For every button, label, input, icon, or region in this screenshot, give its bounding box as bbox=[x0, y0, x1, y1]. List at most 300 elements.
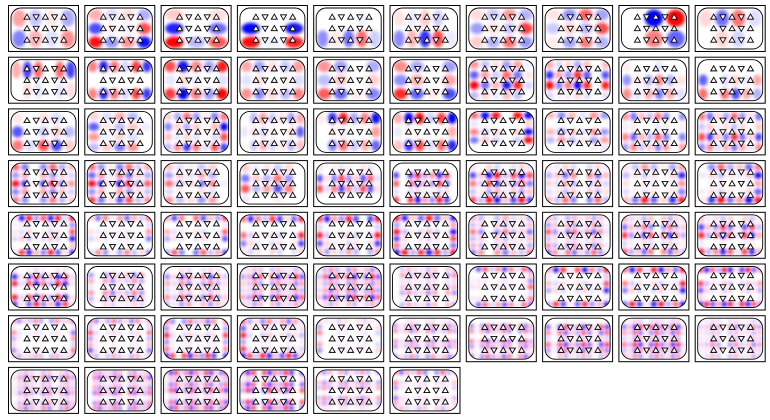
field-lobe-positive bbox=[33, 330, 38, 335]
field-lobe-positive bbox=[184, 394, 188, 399]
field-lobe-negative bbox=[317, 325, 322, 330]
field-lobe-negative bbox=[240, 376, 245, 381]
field-lobe-positive bbox=[164, 281, 170, 287]
field-lobe-negative bbox=[186, 267, 192, 273]
mode-panel bbox=[161, 6, 231, 52]
field-lobe-negative bbox=[475, 329, 480, 333]
mode-panel bbox=[466, 316, 536, 362]
mode-panel bbox=[543, 212, 613, 258]
field-lobe-positive bbox=[589, 267, 595, 273]
field-lobe-negative bbox=[637, 301, 643, 307]
field-lobe-negative bbox=[258, 267, 263, 273]
field-lobe-negative bbox=[599, 354, 604, 359]
field-lobe-negative bbox=[59, 406, 64, 410]
field-lobe-negative bbox=[399, 370, 404, 374]
field-lobe-negative bbox=[704, 354, 709, 359]
field-lobe-negative bbox=[55, 301, 61, 307]
field-lobe-positive bbox=[375, 232, 381, 239]
field-lobe-positive bbox=[164, 133, 172, 142]
field-lobe-positive bbox=[360, 184, 366, 193]
field-lobe-negative bbox=[751, 319, 756, 324]
field-lobe-negative bbox=[698, 348, 703, 353]
field-lobe-negative bbox=[170, 346, 175, 352]
field-lobe-positive bbox=[475, 344, 480, 348]
field-lobe-positive bbox=[352, 267, 357, 273]
field-lobe-positive bbox=[111, 342, 116, 347]
field-lobe-positive bbox=[432, 279, 437, 284]
field-lobe-positive bbox=[299, 339, 304, 345]
field-lobe-positive bbox=[450, 222, 457, 228]
field-lobe-negative bbox=[704, 319, 709, 324]
field-lobe-negative bbox=[546, 222, 551, 228]
field-lobe-positive bbox=[131, 279, 137, 284]
field-lobe-positive bbox=[409, 215, 416, 221]
field-lobe-negative bbox=[673, 267, 679, 273]
field-lobe-negative bbox=[575, 354, 580, 359]
field-lobe-negative bbox=[246, 382, 251, 387]
field-lobe-negative bbox=[706, 216, 712, 223]
field-lobe-positive bbox=[393, 339, 398, 343]
field-lobe-positive bbox=[65, 406, 70, 410]
field-lobe-negative bbox=[698, 188, 706, 195]
field-lobe-positive bbox=[317, 281, 322, 287]
field-lobe-negative bbox=[627, 330, 632, 335]
field-lobe-negative bbox=[170, 319, 175, 325]
field-lobe-negative bbox=[591, 229, 596, 235]
field-lobe-negative bbox=[650, 164, 658, 171]
field-lobe-negative bbox=[179, 406, 183, 411]
field-lobe-positive bbox=[300, 376, 305, 381]
mode-panel bbox=[9, 161, 79, 207]
field-lobe-negative bbox=[252, 301, 257, 307]
field-lobe-negative bbox=[278, 370, 283, 375]
field-lobe-negative bbox=[322, 381, 327, 385]
field-lobe-negative bbox=[12, 375, 17, 379]
field-lobe-positive bbox=[448, 126, 457, 137]
field-lobe-negative bbox=[205, 319, 210, 325]
field-lobe-negative bbox=[17, 381, 22, 385]
field-lobe-positive bbox=[734, 319, 739, 324]
field-lobe-negative bbox=[660, 319, 665, 324]
field-lobe-negative bbox=[450, 243, 457, 249]
field-lobe-positive bbox=[124, 236, 130, 242]
field-lobe-negative bbox=[480, 354, 485, 358]
field-lobe-negative bbox=[648, 224, 653, 231]
field-lobe-positive bbox=[71, 391, 76, 395]
field-lobe-negative bbox=[124, 302, 130, 307]
field-lobe-negative bbox=[375, 174, 381, 183]
field-lobe-negative bbox=[698, 288, 703, 294]
field-lobe-positive bbox=[293, 319, 298, 325]
field-lobe-positive bbox=[174, 406, 178, 411]
field-lobe-negative bbox=[469, 296, 474, 301]
field-lobe-negative bbox=[144, 188, 152, 195]
field-lobe-positive bbox=[676, 342, 681, 347]
field-lobe-negative bbox=[399, 401, 404, 405]
field-lobe-positive bbox=[343, 319, 348, 324]
field-lobe-positive bbox=[678, 180, 686, 187]
field-lobe-negative bbox=[510, 197, 517, 204]
field-lobe-negative bbox=[722, 301, 727, 307]
field-lobe-positive bbox=[453, 344, 458, 348]
field-lobe-positive bbox=[445, 267, 450, 272]
field-lobe-negative bbox=[33, 215, 39, 221]
field-lobe-positive bbox=[596, 301, 602, 307]
field-lobe-positive bbox=[524, 71, 533, 80]
field-lobe-positive bbox=[222, 294, 228, 300]
field-lobe-positive bbox=[698, 281, 703, 287]
field-lobe-negative bbox=[393, 396, 398, 400]
field-lobe-positive bbox=[552, 250, 557, 256]
field-lobe-negative bbox=[215, 215, 221, 221]
field-lobe-positive bbox=[526, 172, 533, 179]
field-lobe-negative bbox=[138, 406, 142, 410]
field-lobe-positive bbox=[546, 281, 552, 287]
field-lobe-positive bbox=[128, 370, 132, 374]
field-lobe-negative bbox=[267, 353, 272, 359]
field-lobe-negative bbox=[129, 330, 134, 335]
mode-panel bbox=[9, 264, 79, 310]
field-lobe-positive bbox=[164, 294, 170, 300]
field-lobe-positive bbox=[665, 342, 670, 347]
field-lobe-positive bbox=[654, 319, 659, 324]
field-lobe-negative bbox=[669, 164, 677, 171]
field-lobe-negative bbox=[604, 274, 610, 280]
field-lobe-positive bbox=[204, 406, 208, 411]
field-lobe-positive bbox=[135, 319, 140, 324]
field-lobe-negative bbox=[135, 164, 143, 171]
field-lobe-negative bbox=[660, 330, 665, 335]
field-lobe-negative bbox=[148, 386, 152, 390]
field-lobe-positive bbox=[605, 342, 610, 347]
field-lobe-negative bbox=[565, 215, 570, 221]
field-lobe-negative bbox=[586, 197, 593, 204]
field-lobe-negative bbox=[602, 71, 610, 80]
field-lobe-positive bbox=[11, 330, 16, 335]
field-lobe-negative bbox=[671, 342, 676, 347]
field-lobe-negative bbox=[71, 396, 76, 400]
field-lobe-positive bbox=[622, 342, 627, 347]
field-lobe-negative bbox=[605, 325, 610, 330]
field-lobe-positive bbox=[299, 281, 304, 287]
field-lobe-negative bbox=[649, 319, 654, 324]
field-lobe-negative bbox=[336, 319, 341, 324]
field-lobe-positive bbox=[65, 396, 70, 400]
field-lobe-negative bbox=[317, 396, 322, 400]
field-lobe-positive bbox=[470, 81, 479, 90]
field-lobe-negative bbox=[12, 288, 18, 294]
field-lobe-negative bbox=[582, 267, 588, 273]
field-lobe-negative bbox=[199, 370, 203, 375]
field-lobe-negative bbox=[627, 354, 632, 359]
field-lobe-positive bbox=[602, 81, 610, 90]
field-lobe-positive bbox=[41, 267, 47, 273]
field-lobe-negative bbox=[502, 279, 507, 284]
field-lobe-positive bbox=[251, 370, 256, 375]
field-lobe-positive bbox=[486, 354, 491, 358]
field-lobe-positive bbox=[582, 301, 588, 307]
field-lobe-positive bbox=[757, 281, 762, 287]
mode-panel bbox=[161, 367, 231, 413]
field-lobe-positive bbox=[174, 370, 178, 375]
field-lobe-negative bbox=[740, 342, 745, 347]
field-lobe-negative bbox=[280, 353, 285, 359]
field-lobe-negative bbox=[26, 250, 32, 256]
field-lobe-positive bbox=[734, 224, 740, 231]
field-lobe-positive bbox=[546, 180, 553, 187]
field-lobe-negative bbox=[71, 342, 76, 347]
field-lobe-negative bbox=[143, 401, 147, 405]
field-lobe-positive bbox=[710, 354, 715, 359]
field-lobe-negative bbox=[524, 129, 533, 136]
field-lobe-positive bbox=[728, 301, 733, 307]
field-lobe-positive bbox=[370, 301, 375, 307]
field-lobe-positive bbox=[426, 215, 433, 221]
field-lobe-positive bbox=[53, 406, 58, 410]
field-lobe-positive bbox=[118, 370, 122, 374]
mode-panel bbox=[695, 109, 765, 155]
field-lobe-positive bbox=[169, 376, 173, 381]
field-lobe-negative bbox=[219, 382, 223, 387]
field-lobe-negative bbox=[240, 274, 245, 280]
field-lobe-negative bbox=[453, 329, 458, 333]
field-lobe-negative bbox=[756, 224, 762, 231]
field-lobe-negative bbox=[129, 319, 134, 324]
field-lobe-negative bbox=[600, 129, 609, 136]
field-lobe-negative bbox=[734, 301, 739, 307]
field-lobe-negative bbox=[241, 126, 249, 137]
mode-panel bbox=[237, 264, 307, 310]
field-lobe-positive bbox=[219, 376, 223, 381]
field-lobe-positive bbox=[677, 75, 686, 86]
field-lobe-negative bbox=[49, 354, 54, 359]
field-lobe-positive bbox=[12, 281, 18, 287]
field-lobe-negative bbox=[716, 354, 721, 359]
field-lobe-negative bbox=[179, 301, 185, 307]
field-lobe-positive bbox=[55, 354, 60, 359]
field-lobe-positive bbox=[251, 406, 256, 411]
mode-panel bbox=[237, 316, 307, 362]
field-lobe-negative bbox=[398, 339, 403, 343]
mode-panel bbox=[314, 264, 384, 310]
field-lobe-positive bbox=[200, 301, 206, 307]
field-lobe-negative bbox=[95, 229, 101, 235]
field-lobe-positive bbox=[633, 330, 638, 335]
field-lobe-positive bbox=[273, 382, 278, 387]
field-lobe-positive bbox=[146, 229, 152, 235]
field-lobe-negative bbox=[751, 354, 756, 359]
field-lobe-positive bbox=[164, 332, 169, 338]
field-lobe-negative bbox=[757, 336, 762, 341]
field-lobe-negative bbox=[33, 267, 39, 273]
field-lobe-positive bbox=[706, 224, 712, 231]
field-lobe-positive bbox=[317, 232, 323, 239]
field-lobe-positive bbox=[323, 301, 328, 307]
field-lobe-negative bbox=[629, 267, 635, 273]
field-lobe-negative bbox=[208, 250, 214, 256]
field-lobe-negative bbox=[141, 319, 146, 324]
field-lobe-negative bbox=[88, 172, 96, 179]
field-lobe-positive bbox=[508, 279, 513, 284]
field-lobe-negative bbox=[28, 330, 33, 335]
field-lobe-negative bbox=[71, 386, 76, 390]
field-lobe-positive bbox=[19, 222, 25, 228]
field-lobe-negative bbox=[140, 123, 151, 132]
field-lobe-negative bbox=[546, 336, 551, 341]
field-lobe-negative bbox=[660, 354, 665, 359]
field-lobe-positive bbox=[111, 354, 116, 359]
field-lobe-positive bbox=[651, 267, 657, 273]
field-lobe-negative bbox=[164, 236, 170, 242]
field-lobe-positive bbox=[288, 267, 293, 273]
field-lobe-positive bbox=[19, 236, 25, 242]
field-lobe-negative bbox=[559, 250, 564, 256]
field-lobe-positive bbox=[470, 243, 477, 249]
field-lobe-positive bbox=[62, 301, 68, 307]
field-lobe-negative bbox=[507, 329, 512, 333]
field-lobe-negative bbox=[323, 294, 328, 300]
field-lobe-positive bbox=[707, 123, 714, 132]
field-lobe-negative bbox=[369, 30, 380, 47]
field-lobe-positive bbox=[419, 290, 424, 295]
field-lobe-positive bbox=[552, 236, 557, 242]
field-lobe-negative bbox=[370, 267, 375, 273]
field-lobe-negative bbox=[413, 267, 418, 272]
field-lobe-negative bbox=[426, 279, 431, 284]
field-lobe-negative bbox=[88, 285, 94, 290]
mode-panel bbox=[619, 316, 689, 362]
field-lobe-positive bbox=[405, 370, 410, 374]
field-lobe-negative bbox=[596, 267, 602, 273]
field-lobe-negative bbox=[124, 215, 130, 221]
field-lobe-negative bbox=[513, 354, 518, 358]
field-lobe-negative bbox=[622, 336, 627, 341]
field-lobe-positive bbox=[681, 325, 686, 330]
field-lobe-positive bbox=[215, 250, 221, 256]
field-lobe-negative bbox=[11, 348, 16, 353]
field-lobe-negative bbox=[117, 319, 122, 324]
field-lobe-positive bbox=[434, 406, 439, 410]
field-lobe-negative bbox=[375, 224, 381, 231]
field-lobe-negative bbox=[552, 215, 557, 221]
field-lobe-negative bbox=[164, 376, 168, 381]
field-lobe-negative bbox=[322, 391, 327, 395]
field-lobe-positive bbox=[240, 294, 245, 300]
mode-panel bbox=[314, 6, 384, 52]
field-lobe-positive bbox=[208, 215, 214, 221]
field-lobe-positive bbox=[68, 180, 76, 187]
field-lobe-negative bbox=[39, 354, 44, 359]
field-lobe-positive bbox=[546, 330, 551, 335]
field-lobe-positive bbox=[654, 342, 659, 347]
mode-panel bbox=[161, 316, 231, 362]
field-lobe-positive bbox=[734, 354, 739, 359]
field-lobe-positive bbox=[518, 354, 523, 358]
field-lobe-negative bbox=[11, 336, 16, 341]
field-lobe-negative bbox=[71, 330, 76, 335]
field-lobe-positive bbox=[333, 396, 338, 400]
field-lobe-positive bbox=[521, 279, 526, 284]
field-lobe-negative bbox=[716, 267, 721, 273]
field-lobe-positive bbox=[698, 232, 704, 239]
field-lobe-positive bbox=[557, 342, 562, 347]
field-lobe-negative bbox=[426, 267, 431, 272]
field-lobe-positive bbox=[343, 342, 348, 347]
field-lobe-negative bbox=[71, 375, 76, 379]
field-lobe-positive bbox=[284, 382, 289, 387]
field-lobe-positive bbox=[409, 344, 414, 348]
field-lobe-positive bbox=[214, 370, 218, 375]
field-lobe-positive bbox=[710, 319, 715, 324]
field-lobe-positive bbox=[262, 382, 267, 387]
field-lobe-positive bbox=[734, 267, 739, 273]
field-lobe-positive bbox=[276, 267, 281, 273]
field-lobe-negative bbox=[267, 382, 272, 387]
field-lobe-negative bbox=[446, 370, 451, 374]
field-lobe-positive bbox=[582, 288, 588, 294]
field-lobe-negative bbox=[475, 339, 480, 343]
field-lobe-negative bbox=[241, 240, 247, 247]
field-lobe-negative bbox=[470, 120, 479, 127]
field-lobe-positive bbox=[117, 290, 123, 295]
field-lobe-positive bbox=[698, 294, 703, 300]
field-lobe-negative bbox=[133, 391, 137, 395]
field-lobe-negative bbox=[338, 406, 343, 410]
field-lobe-positive bbox=[546, 129, 555, 136]
field-lobe-positive bbox=[680, 281, 686, 287]
field-lobe-negative bbox=[12, 30, 26, 47]
field-lobe-positive bbox=[352, 281, 357, 287]
field-lobe-negative bbox=[716, 342, 721, 347]
field-lobe-negative bbox=[476, 267, 481, 272]
field-lobe-positive bbox=[55, 215, 61, 221]
field-lobe-positive bbox=[557, 330, 562, 335]
field-lobe-positive bbox=[135, 330, 140, 335]
field-lobe-negative bbox=[393, 386, 398, 390]
field-lobe-negative bbox=[393, 188, 399, 195]
field-lobe-positive bbox=[698, 330, 703, 335]
field-lobe-negative bbox=[246, 294, 251, 300]
field-lobe-negative bbox=[17, 370, 22, 374]
field-lobe-negative bbox=[47, 406, 52, 410]
field-lobe-negative bbox=[649, 330, 654, 335]
field-lobe-negative bbox=[247, 332, 252, 338]
field-lobe-positive bbox=[605, 330, 610, 335]
field-lobe-positive bbox=[394, 10, 405, 27]
field-lobe-negative bbox=[179, 370, 183, 375]
field-lobe-negative bbox=[294, 281, 299, 287]
field-lobe-positive bbox=[428, 370, 433, 374]
field-lobe-positive bbox=[452, 401, 457, 405]
field-lobe-positive bbox=[622, 232, 627, 239]
field-lobe-positive bbox=[502, 215, 509, 221]
field-lobe-negative bbox=[629, 248, 634, 255]
field-lobe-negative bbox=[751, 330, 756, 335]
field-lobe-positive bbox=[470, 229, 477, 235]
field-lobe-negative bbox=[523, 334, 528, 338]
field-lobe-negative bbox=[710, 301, 715, 307]
field-lobe-positive bbox=[478, 250, 485, 256]
field-lobe-positive bbox=[704, 336, 709, 341]
field-lobe-negative bbox=[299, 332, 304, 338]
field-lobe-negative bbox=[426, 250, 433, 256]
field-lobe-negative bbox=[12, 386, 17, 390]
field-lobe-positive bbox=[338, 370, 343, 374]
field-lobe-negative bbox=[106, 330, 111, 335]
field-lobe-negative bbox=[171, 294, 177, 300]
field-lobe-positive bbox=[270, 301, 275, 307]
field-lobe-negative bbox=[276, 301, 281, 307]
